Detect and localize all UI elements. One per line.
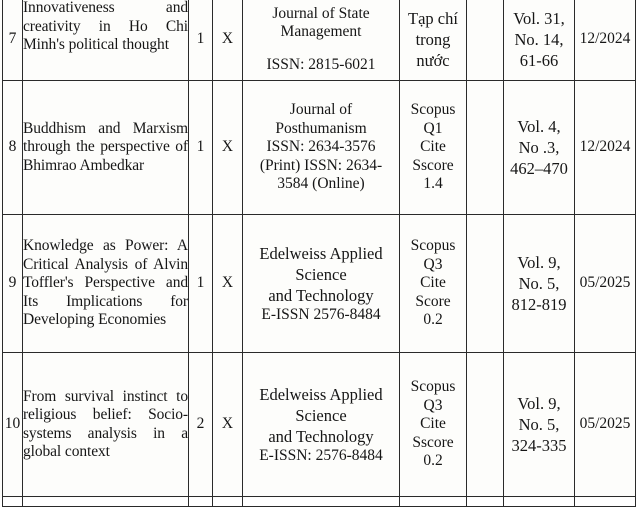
cell-line: Vol. 31, [513, 9, 565, 28]
index-cell [400, 353, 467, 497]
table-row [3, 81, 636, 215]
empty-cell [504, 497, 575, 507]
journal-cell [243, 353, 400, 497]
table-row [3, 0, 636, 81]
cell-line: trong [415, 30, 451, 49]
cell-line: 1.4 [423, 175, 443, 193]
cell-line: Edelweiss Applied [259, 243, 383, 263]
table-row [3, 353, 636, 497]
cell-line: 812-819 [511, 295, 567, 314]
cell-line: 0.2 [423, 311, 443, 329]
empty-cell [467, 81, 504, 215]
cell-line: E-ISSN 2576-8484 [261, 305, 381, 323]
article-title: Knowledge as Power: A Critical Analysis of Alvin Toffler's Perspective and Its Implications for Developing Economies [23, 215, 189, 353]
index-cell [400, 215, 467, 353]
empty-cell [467, 215, 504, 353]
cell-line: 462–470 [510, 159, 568, 178]
cell-line: Scopus [410, 378, 456, 396]
journal-cell [243, 0, 400, 81]
article-title: From survival instinct to religious belief: Socio-systems analysis in a global context [23, 353, 189, 497]
publish-date: 05/2025 [575, 353, 636, 497]
table-row [3, 215, 636, 353]
publish-date: 12/2024 [575, 0, 636, 81]
table-row-next [3, 497, 636, 507]
cell-line: Cite [420, 415, 446, 433]
main-author-mark: X [213, 0, 243, 81]
volume-cell [504, 81, 575, 215]
cell-line: Cite [420, 138, 446, 156]
cell-line: No. 14, [514, 30, 564, 49]
index-cell [400, 81, 467, 215]
cell-line: Score [415, 292, 451, 310]
journal-cell [243, 215, 400, 353]
cell-line: ISSN: 2815-6021 [266, 55, 376, 73]
cell-line: Journal of [289, 101, 353, 119]
cell-line: 3584 (Online) [277, 175, 365, 193]
cell-line: Sscore [412, 156, 454, 174]
empty-cell [400, 497, 467, 507]
cell-line: Vol. 9, [517, 253, 561, 272]
spacer [243, 42, 399, 56]
cell-line: Science [295, 264, 347, 284]
empty-cell [467, 353, 504, 497]
cell-line: No .3, [518, 138, 560, 157]
author-count: 1 [189, 215, 213, 353]
empty-cell [3, 497, 23, 507]
cell-line: Science [295, 405, 347, 425]
article-title: Buddhism and Marxism through the perspective of Bhimrao Ambedkar [23, 81, 189, 215]
cell-line: Q1 [423, 119, 443, 137]
row-number: 10 [3, 353, 23, 497]
empty-cell [243, 497, 400, 507]
cell-line: Edelweiss Applied [259, 384, 383, 404]
cell-line: Posthumanism [275, 119, 367, 137]
publish-date: 05/2025 [575, 215, 636, 353]
volume-cell [504, 353, 575, 497]
empty-cell [23, 497, 189, 507]
main-author-mark: X [213, 81, 243, 215]
main-author-mark: X [213, 215, 243, 353]
article-title: Innovativeness and creativity in Ho Chi Minh's political thought [23, 0, 189, 81]
cell-line: ISSN: 2634-3576 [266, 138, 376, 156]
cell-line: Tạp chí [408, 9, 458, 28]
cell-line: No. 5, [518, 415, 560, 434]
row-number: 8 [3, 81, 23, 215]
empty-cell [189, 497, 213, 507]
index-cell [400, 0, 467, 81]
cell-line: Vol. 9, [517, 394, 561, 413]
empty-cell [575, 497, 636, 507]
cell-line: Scopus [410, 237, 456, 255]
cell-line: Vol. 4, [517, 117, 561, 136]
publications-table [2, 0, 636, 507]
table-body [3, 0, 636, 507]
author-count: 2 [189, 353, 213, 497]
cell-line: 324-335 [511, 436, 567, 455]
empty-cell [213, 497, 243, 507]
cell-line: Sscore [412, 433, 454, 451]
cell-line: Q3 [423, 396, 443, 414]
author-count: 1 [189, 81, 213, 215]
cell-line: 0.2 [423, 452, 443, 470]
cell-line: Scopus [410, 101, 456, 119]
main-author-mark: X [213, 353, 243, 497]
cell-line: Q3 [423, 255, 443, 273]
volume-cell [504, 215, 575, 353]
publish-date: 12/2024 [575, 81, 636, 215]
row-number: 7 [3, 0, 23, 81]
cell-line: and Technology [268, 426, 374, 446]
cell-line: Management [280, 23, 362, 41]
journal-cell [243, 81, 400, 215]
author-count: 1 [189, 0, 213, 81]
volume-cell [504, 0, 575, 81]
cell-line: 61-66 [519, 51, 559, 70]
empty-cell [467, 0, 504, 81]
cell-line: Cite [420, 274, 446, 292]
cell-line: nước [416, 51, 450, 70]
cell-line: E-ISSN: 2576-8484 [259, 446, 383, 464]
empty-cell [467, 497, 504, 507]
cell-line: and Technology [268, 285, 374, 305]
cell-line: (Print) ISSN: 2634- [259, 156, 383, 174]
row-number: 9 [3, 215, 23, 353]
cell-line: No. 5, [518, 274, 560, 293]
cell-line: Journal of State [272, 4, 370, 22]
